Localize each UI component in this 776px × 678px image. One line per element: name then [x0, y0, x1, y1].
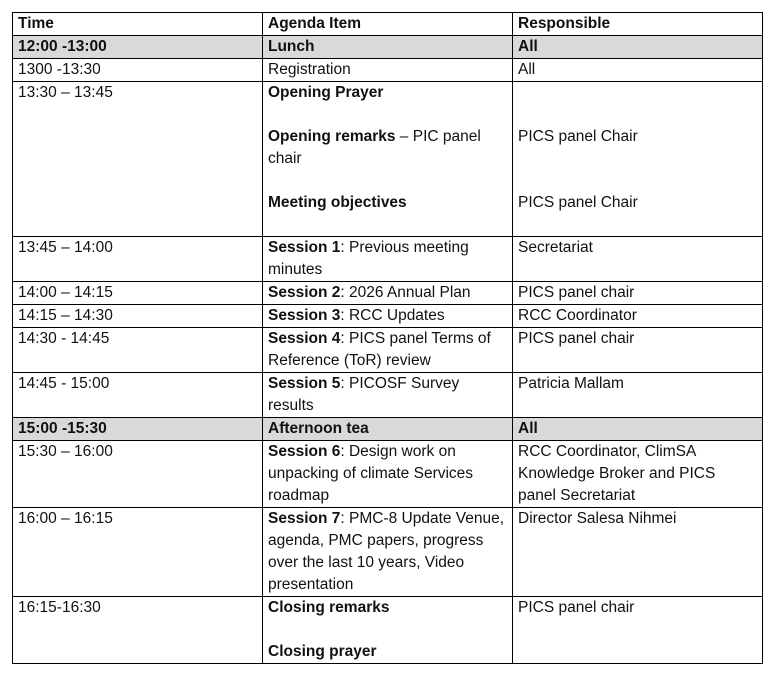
agenda-table [12, 12, 763, 664]
agenda-detail: : PICS panel Terms of Reference (ToR) review [268, 330, 491, 369]
agenda-title: Session 1 [268, 239, 341, 256]
time-cell: 13:30 – 13:45 [13, 82, 263, 237]
responsible-name: PICS panel Chair [518, 194, 638, 211]
time-cell: 14:45 - 15:00 [13, 373, 263, 418]
time-cell: 1300 -13:30 [13, 59, 263, 82]
agenda-title: Session 2 [268, 284, 341, 301]
responsible-cell [513, 82, 763, 237]
responsible-cell: All [513, 59, 763, 82]
agenda-cell [263, 373, 513, 418]
table-row [13, 82, 763, 237]
agenda-cell [263, 305, 513, 328]
agenda-title: Closing prayer [268, 643, 377, 660]
agenda-detail: : 2026 Annual Plan [340, 284, 471, 301]
responsible-cell: All [513, 418, 763, 441]
agenda-cell [263, 597, 513, 664]
agenda-cell [263, 328, 513, 373]
agenda-title: Session 4 [268, 330, 341, 347]
agenda-detail: : PMC-8 Update Venue, agenda, PMC papers, progress over the last 10 years, Video presentation [268, 510, 505, 593]
agenda-detail: : PICOSF Survey results [268, 375, 460, 414]
agenda-detail: : RCC Updates [340, 307, 445, 324]
responsible-name: PICS panel Chair [518, 128, 638, 145]
time-cell: 16:15-16:30 [13, 597, 263, 664]
table-row [13, 597, 763, 664]
table-row [13, 328, 763, 373]
agenda-entry [268, 126, 507, 170]
agenda-cell: Registration [263, 59, 513, 82]
responsible-cell: Director Salesa Nihmei [513, 508, 763, 597]
time-cell: 15:30 – 16:00 [13, 441, 263, 508]
table-row [13, 441, 763, 508]
time-cell: 14:15 – 14:30 [13, 305, 263, 328]
header-agenda-item: Agenda Item [263, 13, 513, 36]
time-cell: 14:00 – 14:15 [13, 282, 263, 305]
agenda-detail: : Design work on unpacking of climate Services roadmap [268, 443, 474, 504]
responsible-cell: PICS panel chair [513, 597, 763, 664]
agenda-title: Opening remarks [268, 128, 396, 145]
responsible-cell: PICS panel chair [513, 282, 763, 305]
time-cell: 16:00 – 16:15 [13, 508, 263, 597]
header-time: Time [13, 13, 263, 36]
agenda-detail: – PIC panel chair [268, 128, 481, 167]
agenda-title: Opening Prayer [268, 84, 384, 101]
time-cell: 12:00 -13:00 [13, 36, 263, 59]
responsible-cell: RCC Coordinator, ClimSA Knowledge Broker and PICS panel Secretariat [513, 441, 763, 508]
table-row [13, 373, 763, 418]
time-cell: 15:00 -15:30 [13, 418, 263, 441]
agenda-title: Closing remarks [268, 599, 390, 616]
agenda-title: Lunch [268, 38, 315, 55]
time-cell: 13:45 – 14:00 [13, 237, 263, 282]
header-responsible: Responsible [513, 13, 763, 36]
responsible-cell: Patricia Mallam [513, 373, 763, 418]
responsible-cell: All [513, 36, 763, 59]
table-row [13, 418, 763, 441]
agenda-title: Session 6 [268, 443, 341, 460]
agenda-cell [263, 418, 513, 441]
agenda-cell [263, 237, 513, 282]
agenda-title: Afternoon tea [268, 420, 369, 437]
agenda-cell [263, 282, 513, 305]
table-row [13, 36, 763, 59]
agenda-title: Session 7 [268, 510, 341, 527]
responsible-cell: PICS panel chair [513, 328, 763, 373]
time-cell: 14:30 - 14:45 [13, 328, 263, 373]
agenda-title: Meeting objectives [268, 194, 407, 211]
agenda-cell [263, 36, 513, 59]
agenda-cell [263, 508, 513, 597]
table-row [13, 282, 763, 305]
agenda-detail: : Previous meeting minutes [268, 239, 469, 278]
header-row [13, 13, 763, 36]
responsible-cell: Secretariat [513, 237, 763, 282]
table-row [13, 59, 763, 82]
responsible-cell: RCC Coordinator [513, 305, 763, 328]
agenda-cell [263, 441, 513, 508]
agenda-title: Session 5 [268, 375, 341, 392]
table-row [13, 508, 763, 597]
agenda-cell [263, 82, 513, 237]
table-row [13, 237, 763, 282]
table-row [13, 305, 763, 328]
agenda-title: Session 3 [268, 307, 341, 324]
